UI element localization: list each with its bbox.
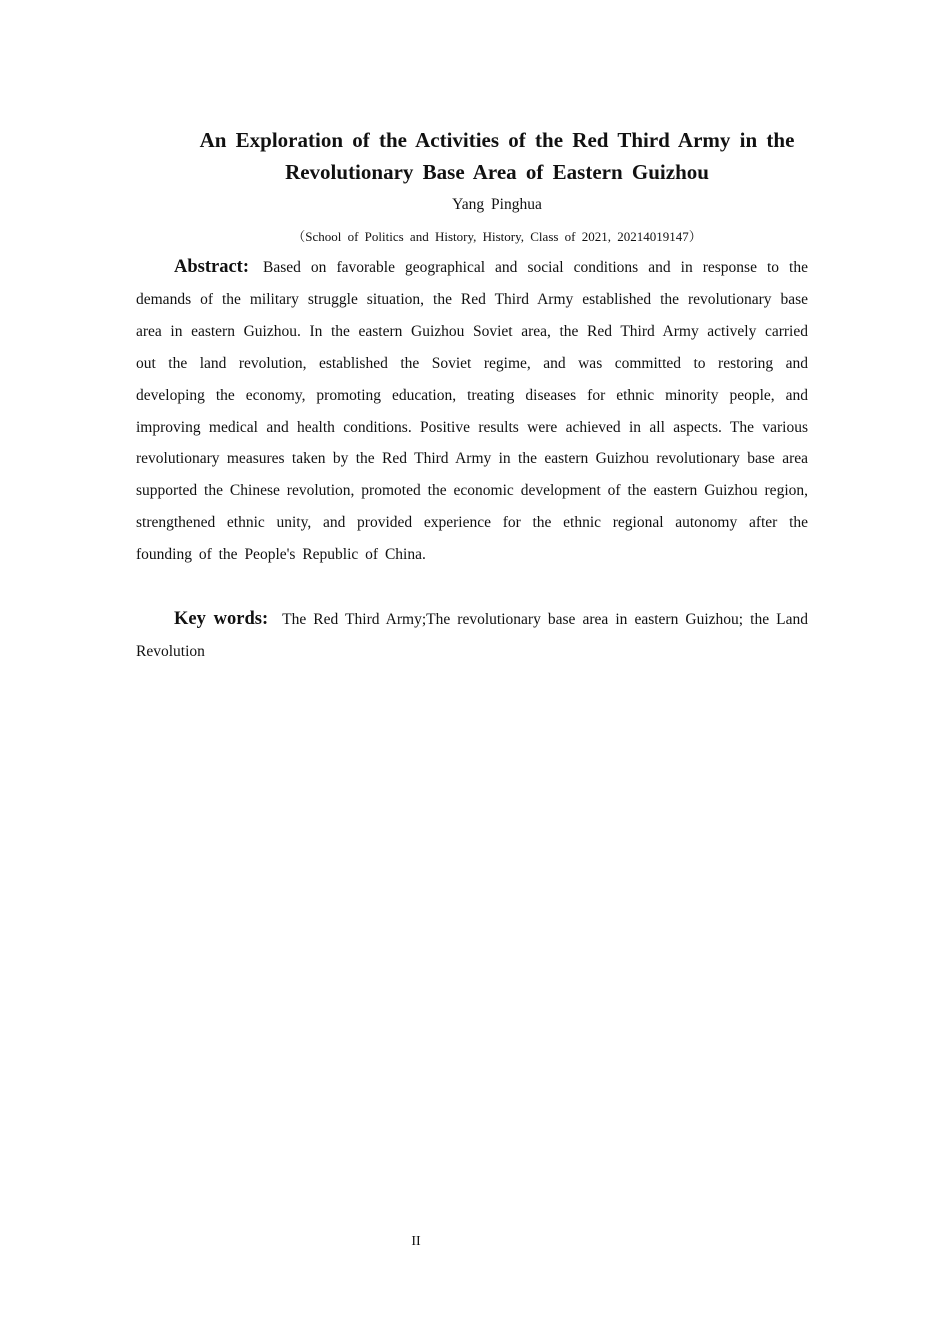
keywords-label: Key words: [174,609,269,629]
page-number: II [411,1234,421,1249]
author-name: Yang Pinghua [452,196,542,213]
abstract-paragraph [136,252,808,571]
keywords-text: The Red Third Army;The revolutionary base area in eastern Guizhou; the Land Revolution [136,611,808,660]
author-affiliation: （School of Politics and History, History, Class of 2021, 20214019147） [292,229,702,244]
abstract-text: Based on favorable geographical and social conditions and in response to the demands of the military struggle situation, the Red Third Army established the revolutionary base area in eastern Guizhou. In the eastern Guizhou Soviet area, the Red Third Army actively carried out the land revolution, established the Soviet regime, and was committed to restoring and developing the economy, promoting education, treating diseases for ethnic minority people, and improving medical and health conditions. Positive results were achieved in all aspects. The various revolutionary measures taken by the Red Third Army in the eastern Guizhou revolutionary base area supported the Chinese revolution, promoted the economic development of the eastern Guizhou region, strengthened ethnic unity, and provided experience for the ethnic regional autonomy after the founding of the People's Republic of China. [136,259,808,564]
abstract-label: Abstract: [174,257,250,277]
paper-title: An Exploration of the Activities of the Red Third Army in the Revolutionary Base Area of Eastern Guizhou [199,128,795,184]
keywords-paragraph [136,604,808,667]
